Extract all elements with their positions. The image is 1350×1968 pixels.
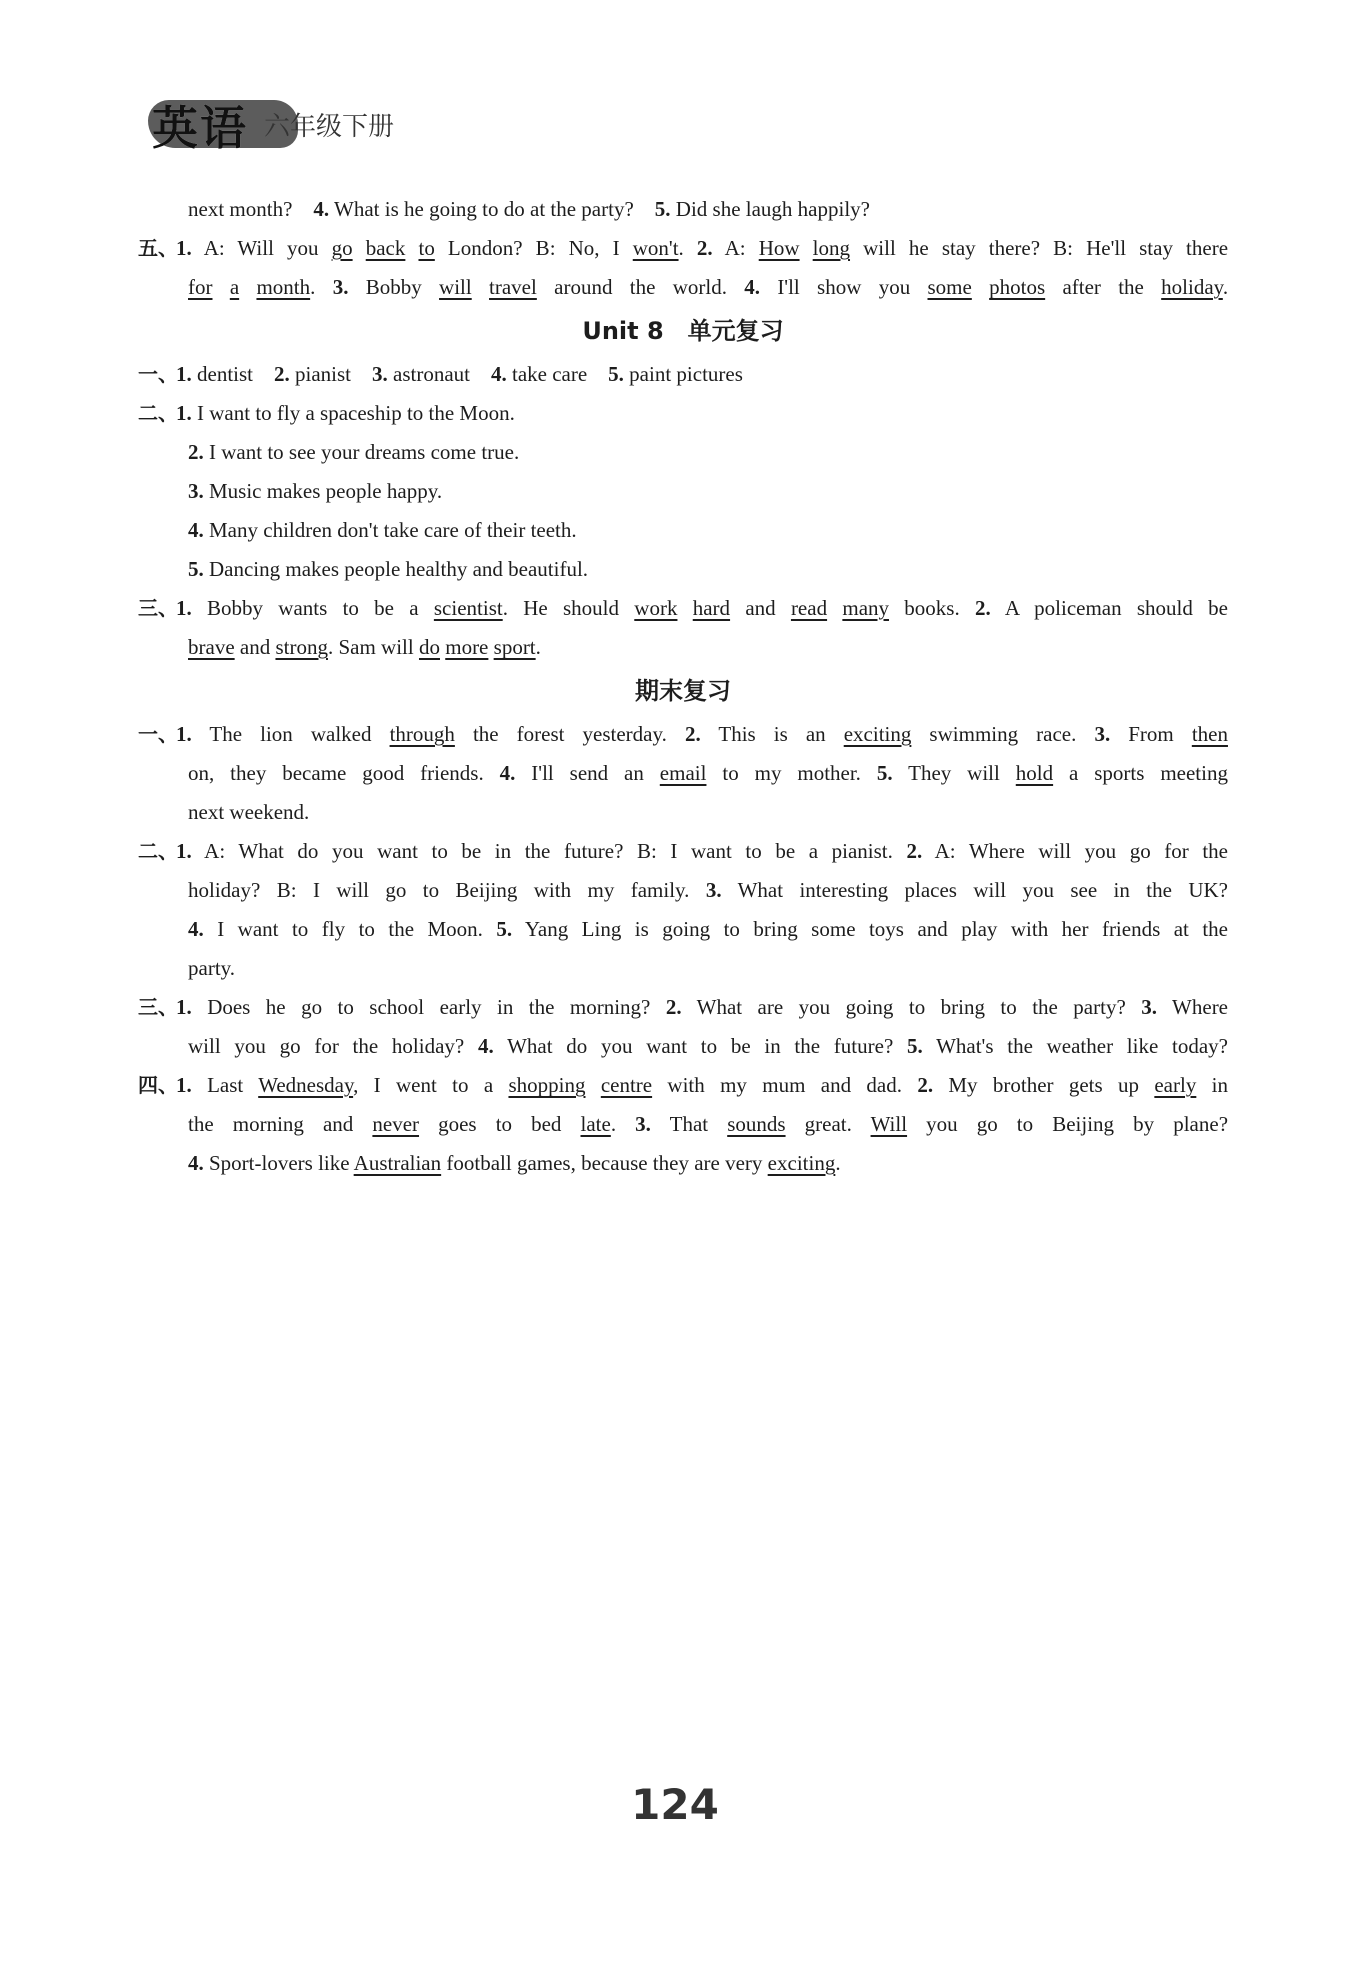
answer-line: holiday? B: I will go to Beijing with my family. 3. What interesting places will you see in the UK?	[188, 878, 1228, 902]
answer-line: next month? 4. What is he going to do at the party? 5. Did she laugh happily?	[188, 197, 870, 221]
answer-line: brave and strong. Sam will do more sport.	[188, 635, 541, 659]
subject-logo: 英语	[152, 101, 248, 155]
answer-line: 三、1. Does he go to school early in the morning? 2. What are you going to bring to the party? 3. Where	[138, 995, 1229, 1019]
answer-line: 5. Dancing makes people healthy and beautiful.	[188, 557, 589, 581]
answer-line: 一、1. dentist 2. pianist 3. astronaut 4. take care 5. paint pictures	[138, 362, 743, 386]
answer-key	[138, 190, 1228, 1183]
answer-line: 一、1. The lion walked through the forest yesterday. 2. This is an exciting swimming race. 3. From then	[138, 722, 1228, 746]
answer-line: 4. Sport-lovers like Australian football games, because they are very exciting.	[188, 1151, 841, 1175]
answer-line: 3. Music makes people happy.	[188, 479, 443, 503]
answer-line: 二、1. I want to fly a spaceship to the Moon.	[138, 401, 515, 425]
answer-line: on, they became good friends. 4. I'll send an email to my mother. 5. They will hold a sports meeting	[188, 761, 1228, 785]
answer-line: 2. I want to see your dreams come true.	[188, 440, 520, 464]
answer-line: for a month. 3. Bobby will travel around the world. 4. I'll show you some photos after the holiday.	[188, 275, 1229, 299]
answer-line: 三、1. Bobby wants to be a scientist. He should work hard and read many books. 2. A policeman should be	[138, 596, 1228, 620]
answer-line: the morning and never goes to bed late. 3. That sounds great. Will you go to Beijing by plane?	[188, 1112, 1229, 1136]
answer-line: next weekend.	[188, 800, 310, 824]
page-number: 124	[631, 1780, 719, 1829]
page-header	[138, 92, 558, 155]
answer-line: 4. Many children don't take care of their teeth.	[188, 518, 577, 542]
grade-label: 六年级下册	[264, 112, 395, 142]
section-heading-unit8: Unit 8 单元复习	[582, 317, 784, 345]
answer-line: 五、1. A: Will you go back to London? B: No, I won't. 2. A: How long will he stay there? B: He'll stay there	[138, 236, 1229, 260]
answer-line: 二、1. A: What do you want to be in the future? B: I want to be a pianist. 2. A: Where will you go for the	[138, 839, 1228, 863]
answer-line: 4. I want to fly to the Moon. 5. Yang Ling is going to bring some toys and play with her friends at the	[188, 917, 1229, 941]
answer-line: 四、1. Last Wednesday, I went to a shopping centre with my mum and dad. 2. My brother gets up early in	[138, 1073, 1228, 1097]
section-heading-final: 期末复习	[635, 677, 731, 705]
answer-line: party.	[188, 956, 236, 980]
answer-line: will you go for the holiday? 4. What do you want to be in the future? 5. What's the weather like today?	[188, 1034, 1228, 1058]
